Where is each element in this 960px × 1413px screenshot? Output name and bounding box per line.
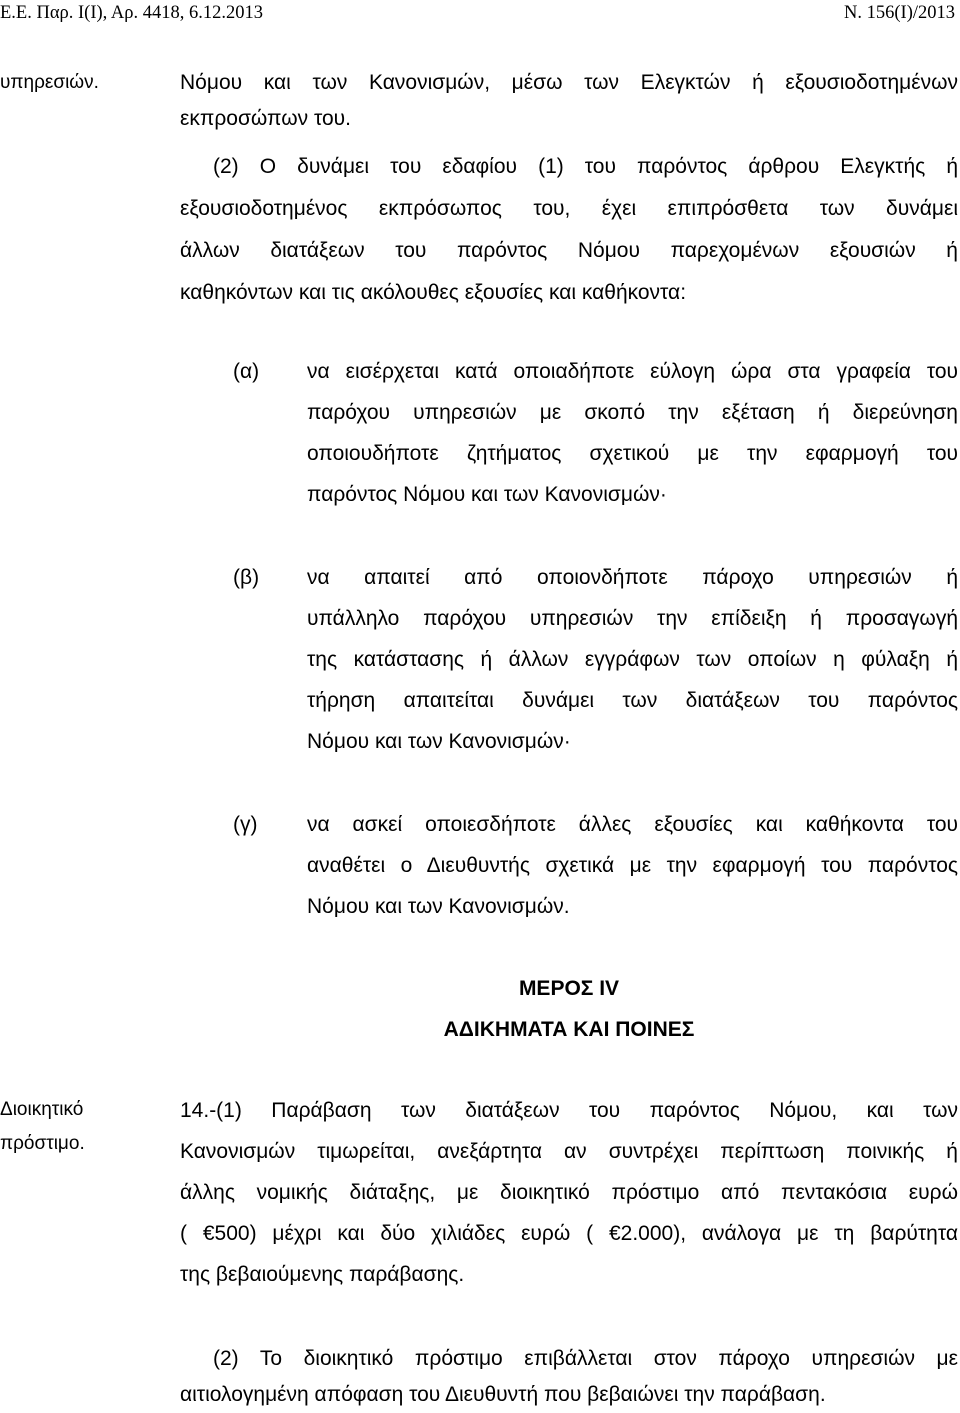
text-line: Νόμου και των Κανονισμών, μέσω των Ελεγκτών ή εξουσιοδοτημένων [180,71,958,94]
text-line: 14.-(1) Παράβαση των διατάξεων του παρόντος Νόμου, και των [180,1099,958,1122]
text-line: τήρηση απαιτείται δυνάμει των διατάξεων του παρόντος [307,689,958,712]
law-number: Ν. 156(Ι)/2013 [844,3,955,23]
list-item [307,557,958,762]
part-heading [180,968,958,1050]
text-line: Κανονισμών τιμωρείται, ανεξάρτητα αν συντρέχει περίπτωση ποινικής ή [180,1140,958,1163]
continuation-paragraph [180,65,958,137]
text-line: παρόχου υπηρεσιών με σκοπό την εξέταση ή διερεύνηση [307,401,958,424]
text-line: υπάλληλο παρόχου υπηρεσιών την επίδειξη ή προσαγωγή [307,607,958,630]
text-line: οποιουδήποτε ζητήματος σχετικού με την εφαρμογή του [307,442,958,465]
text-line: να εισέρχεται κατά οποιαδήποτε εύλογη ώρα στα γραφεία του [307,360,958,383]
text-line: Νόμου και των Κανονισμών· [307,730,571,753]
text-line: καθηκόντων και τις ακόλουθες εξουσίες και καθήκοντα: [180,281,687,304]
section-14-subsection-2 [180,1341,958,1413]
margin-note [0,1093,170,1161]
gazette-reference: Ε.Ε. Παρ. Ι(Ι), Αρ. 4418, 6.12.2013 [0,3,263,23]
text-line: να απαιτεί από οποιονδήποτε πάροχο υπηρεσιών ή [307,566,958,589]
text-line: ( €500) μέχρι και δύο χιλιάδες ευρώ ( €2.000), ανάλογα με τη βαρύτητα [180,1222,958,1245]
text-line: της κατάστασης ή άλλων εγγράφων των οποίων η φύλαξη ή [307,648,958,671]
item-label: (γ) [233,813,258,836]
margin-note-line: πρόστιμο. [0,1133,85,1154]
margin-note [0,65,170,101]
text-line: άλλης νομικής διάταξης, με διοικητικό πρόστιμο από πεντακόσια ευρώ [180,1181,958,1204]
text-line: Νόμου και των Κανονισμών. [307,895,570,918]
list-item [307,351,958,515]
text-line: άλλων διατάξεων του παρόντος Νόμου παρεχομένων εξουσιών ή [180,239,958,262]
text-line: να ασκεί οποιεσδήποτε άλλες εξουσίες και καθήκοντα του [307,813,958,836]
margin-note-line: υπηρεσιών. [0,72,99,93]
text-line: αιτιολογημένη απόφαση του Διευθυντή που βεβαιώνει την παράβαση. [180,1383,826,1406]
part-number: ΜΕΡΟΣ IV [518,977,620,1000]
text-line: αναθέτει ο Διευθυντής σχετικά με την εφαρμογή του παρόντος [307,854,958,877]
text-line: (2) Το διοικητικό πρόστιμο επιβάλλεται στον πάροχο υπηρεσιών με [213,1347,958,1370]
text-line: της βεβαιούμενης παράβασης. [180,1263,465,1286]
item-label: (β) [233,566,260,589]
part-title: ΑΔΙΚΗΜΑΤΑ ΚΑΙ ΠΟΙΝΕΣ [443,1018,695,1041]
item-label: (α) [233,360,260,383]
list-item [307,804,958,927]
margin-note-line: Διοικητικό [0,1099,84,1120]
text-line: παρόντος Νόμου και των Κανονισμών· [307,483,667,506]
subsection-2-paragraph [180,146,958,314]
text-line: εκπροσώπων του. [180,107,351,130]
section-14-subsection-1 [180,1090,958,1295]
text-line: (2) Ο δυνάμει του εδαφίου (1) του παρόντος άρθρου Ελεγκτής ή [213,155,958,178]
text-line: εξουσιοδοτημένος εκπρόσωπος του, έχει επιπρόσθετα των δυνάμει [180,197,958,220]
